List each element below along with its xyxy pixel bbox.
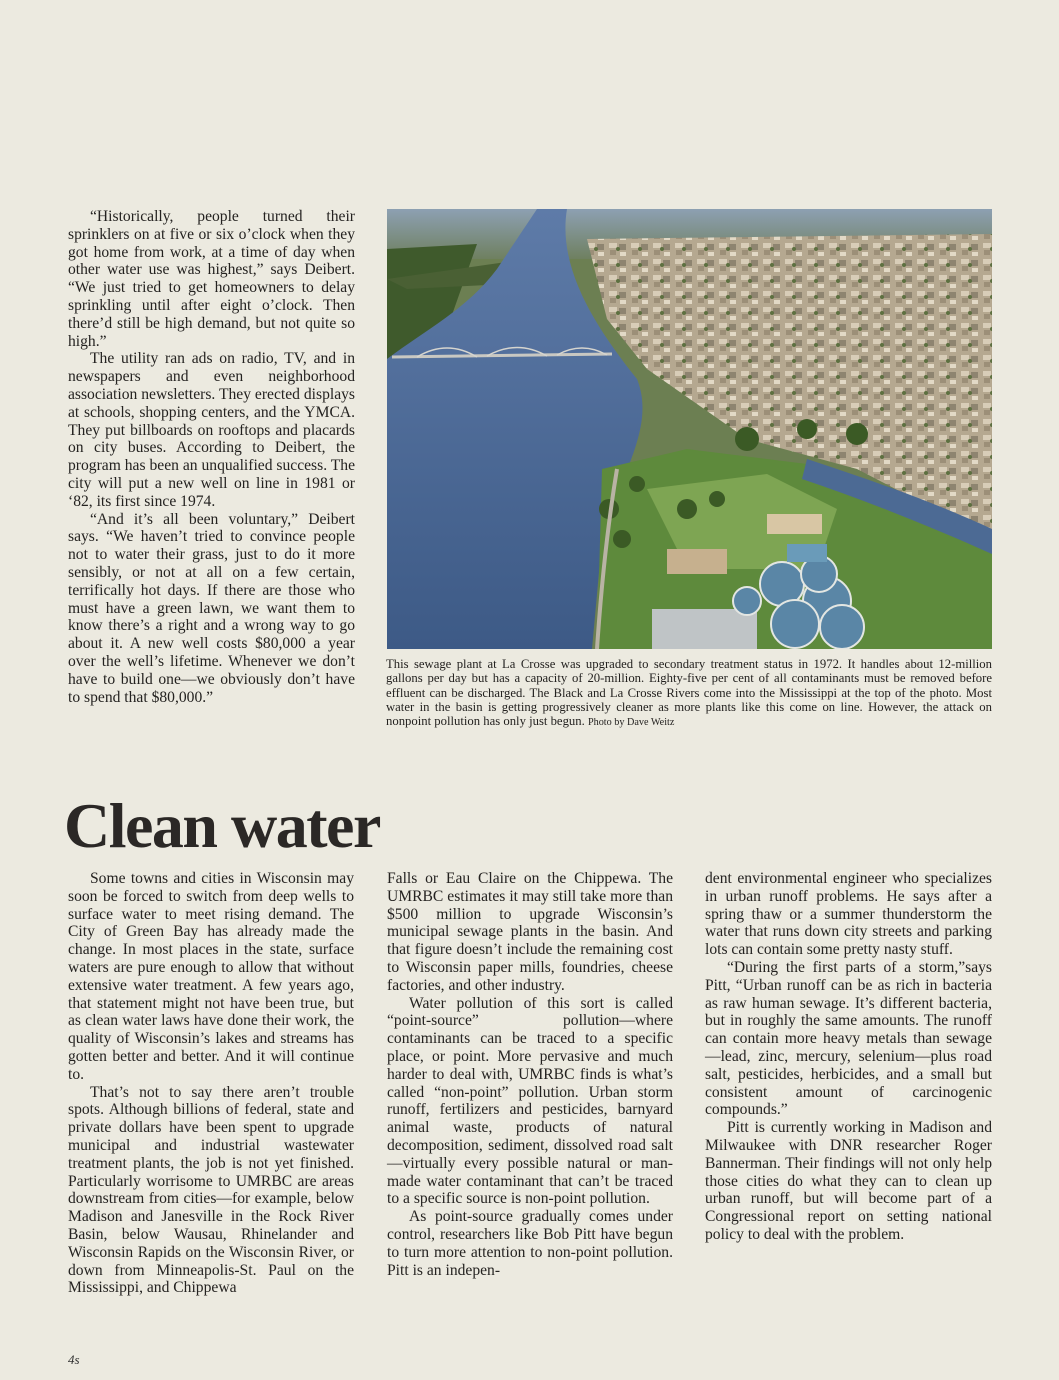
article-headline: Clean water <box>64 790 380 861</box>
article-column-3 <box>705 870 992 1244</box>
article-paragraph: As point-source gradually comes under control, researchers like Bob Pitt have begun to turn more attention to non-point pollution. Pitt is an indepen- <box>387 1208 673 1279</box>
article-paragraph: That’s not to say there aren’t trouble spots. Although billions of federal, state and private dollars have been spent to upgrade municipal and industrial wastewater treatment plants, the job is not yet finished. Particularly worrisome to UMRBC are areas downstream from cities—for example, below Madison and Janesville in the Rock River Basin, below Wausau, Rhinelander and Wisconsin Rapids on the Wisconsin River, or down from Minneapolis-St. Paul on the Mississippi, and Chippewa <box>68 1083 354 1297</box>
aerial-photo-la-crosse-sewage-plant <box>387 209 992 649</box>
article-paragraph: Pitt is currently working in Madison and Milwaukee with DNR researcher Roger Bannerman. Their findings will not only help those cities do what they can to clean up urban runoff, but will become part of a Congressional report on setting national policy to deal with the problem. <box>705 1119 992 1243</box>
intro-column <box>68 208 355 706</box>
article-paragraph: dent environmental engineer who specializes in urban runoff problems. He says after a spring thaw or a summer thunderstorm the water that runs down city streets and parking lots can contain some pretty nasty stuff. <box>705 870 992 959</box>
photo-credit: Photo by Dave Weitz <box>587 717 675 729</box>
caption-text: This sewage plant at La Crosse was upgraded to secondary treatment status in 1972. It handles about 12-million gallons per day but has a capacity of 20-million. Eighty-five per cent of all contaminants must be removed before effluent can be discharged. The Black and La Crosse Rivers come into the Mississippi at the top of the photo. Most water in the basin is getting progressively cleaner as more plants like this come on line. However, the attack on nonpoint pollution has only just begun. <box>386 657 992 729</box>
article-paragraph: Water pollution of this sort is called “point-source” pollution—where contaminants can be traced to a specific place, or point. More pervasive and much harder to deal with, UMRBC finds is what’s called “non-point” pollution. Urban storm runoff, fertilizers and pesticides, barnyard animal waste, products of natural decomposition, sediment, dissolved road salt—virtually every possible natural or man-made water contaminant that can’t be traced to a specific source is non-point pollution. <box>387 994 673 1208</box>
intro-paragraph: “Historically, people turned their sprinklers on at five or six o’clock when they got home from work, at a time of day when other water use was highest,” says Deibert. “We just tried to get homeowners to delay sprinkling until after eight o’clock. Then there’d still be high demand, but not quite so high.” <box>68 208 355 350</box>
article-column-1 <box>68 870 354 1297</box>
article-column-2 <box>387 870 673 1279</box>
article-paragraph: Some towns and cities in Wisconsin may soon be forced to switch from deep wells to surface water to meet rising demand. The City of Green Bay has already made the change. In most places in the state, surface waters are pure enough to allow that without extensive water treatment. A few years ago, that statement might not have been true, but as clean water laws have done their work, the quality of Wisconsin’s lakes and streams has gotten better and better. And it will continue to. <box>68 870 354 1083</box>
photo-caption <box>386 657 992 730</box>
page-number: 4s <box>68 1352 80 1367</box>
article-paragraph: “During the first parts of a storm,”says Pitt, “Urban runoff can be as rich in bacteria as raw human sewage. It’s different bacteria, but in roughly the same amounts. The runoff can contain more heavy metals than sewage—lead, zinc, mercury, selenium—plus road salt, pesticides, herbicides, and a small but consistent amount of carcinogenic compounds.” <box>705 958 992 1119</box>
article-paragraph: Falls or Eau Claire on the Chippewa. The UMRBC estimates it may still take more than $500 million to upgrade Wisconsin’s municipal sewage plants in the basin. And that figure doesn’t include the remaining cost to Wisconsin paper mills, foundries, cheese factories, and other industry. <box>387 870 673 994</box>
intro-paragraph: The utility ran ads on radio, TV, and in newspapers and even neighborhood association newsletters. They erected displays at schools, shopping centers, and the YMCA. They put billboards on rooftops and placards on city buses. According to Deibert, the program has been an unqualified success. The city will put a new well on line in 1981 or ‘82, its first since 1974. <box>68 350 355 510</box>
intro-paragraph: “And it’s all been voluntary,” Deibert says. “We haven’t tried to convince people not to water their grass, just to do it more sensibly, or not at all on a few certain, terrifically hot days. If there are those who must have a green lawn, we want them to know there’s a right and a wrong way to go about it. A new well costs $80,000 a year over the well’s lifetime. Whenever we don’t have to build one—we obviously don’t have to spend that $80,000.” <box>68 510 355 706</box>
